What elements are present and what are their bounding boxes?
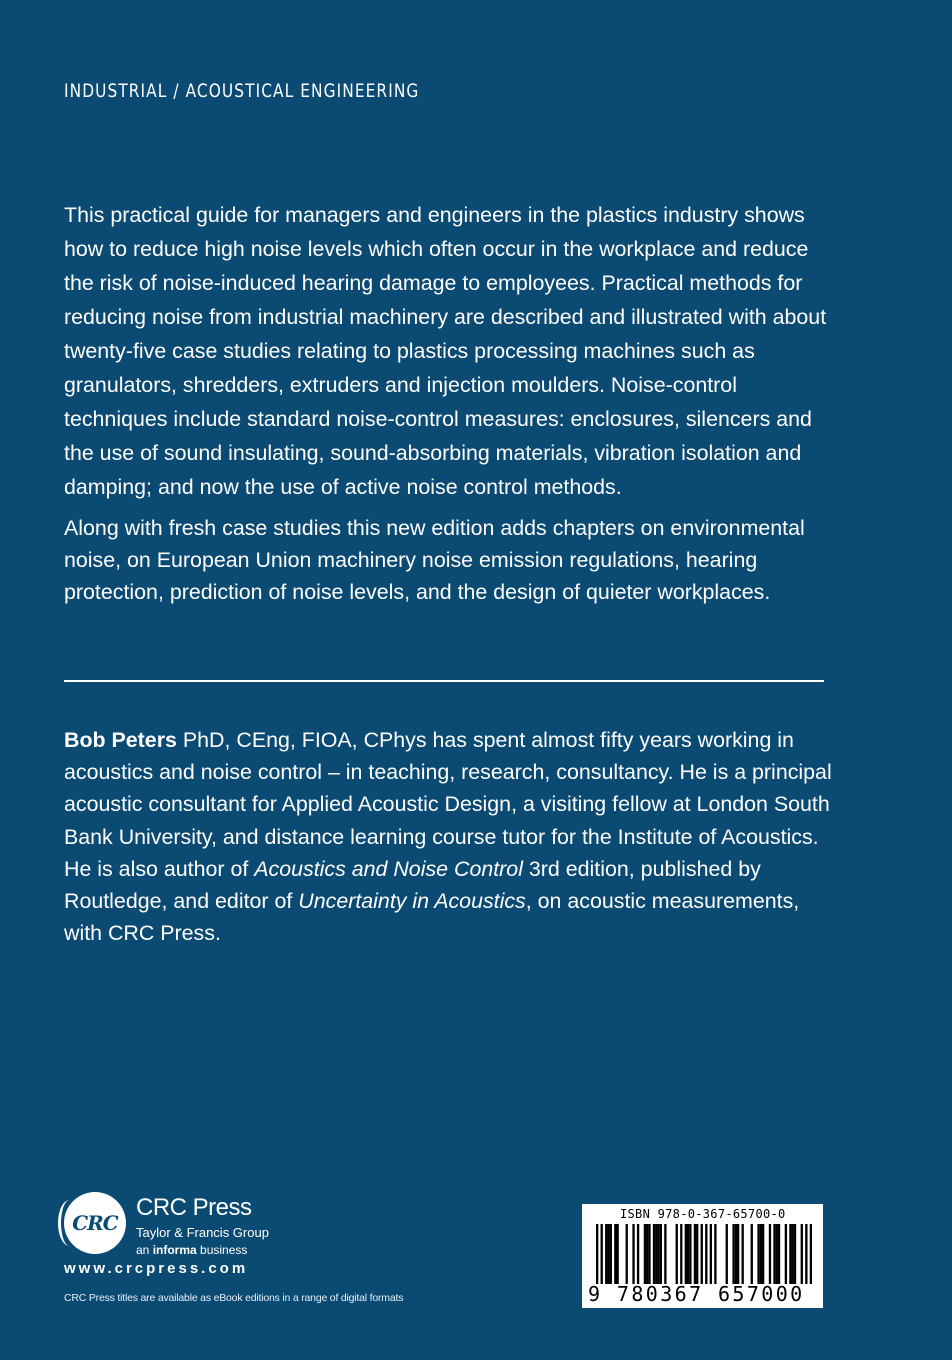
barcode-bar xyxy=(696,1224,698,1284)
book-description xyxy=(64,198,839,616)
informa-bold: informa xyxy=(152,1243,197,1257)
barcode-bar xyxy=(605,1224,607,1284)
barcode-bar xyxy=(732,1224,734,1284)
barcode-bar xyxy=(778,1224,780,1284)
informa-suffix: business xyxy=(196,1243,248,1257)
ebook-note: CRC Press titles are available as eBook editions in a range of digital formats xyxy=(64,1292,404,1304)
barcode-bar xyxy=(655,1224,657,1284)
barcode-bar xyxy=(614,1224,616,1284)
publisher-block xyxy=(136,1196,269,1256)
author-name: Bob Peters xyxy=(64,728,177,752)
barcode-bar xyxy=(805,1224,807,1284)
barcode-bar xyxy=(762,1224,764,1284)
barcode-bar xyxy=(794,1224,796,1284)
barcode-panel xyxy=(582,1204,823,1308)
barcode-bar xyxy=(792,1224,794,1284)
subject-category: INDUSTRIAL / ACOUSTICAL ENGINEERING xyxy=(64,80,420,102)
barcode-bar xyxy=(735,1224,737,1284)
barcode-bar xyxy=(801,1224,803,1284)
barcode-bar xyxy=(705,1224,707,1284)
publisher-group: Taylor & Francis Group xyxy=(136,1225,269,1240)
barcode-bar xyxy=(607,1224,609,1284)
barcode-bar xyxy=(657,1224,659,1284)
barcode-bar xyxy=(726,1224,728,1284)
barcode-bar xyxy=(789,1224,791,1284)
barcode-bar xyxy=(626,1224,628,1284)
barcode-bar xyxy=(776,1224,778,1284)
barcode-bar xyxy=(694,1224,696,1284)
logo-text: CRC xyxy=(72,1211,118,1235)
isbn-number: 9 780367 657000 xyxy=(588,1282,805,1306)
description-paragraph-1: This practical guide for managers and engineers in the plastics industry shows how to reduce high noise levels which often occur in the workplace and reduce the risk of noise-induced hearing damage to employees. Practical methods for reducing noise from industrial machinery are described and illustrated with about twenty-five case studies relating to plastics processing machines such as granulators, shredders, extruders and injection moulders. Noise-control techniques include standard noise-control measures: enclosures, silencers and the use of sound insulating, sound-absorbing materials, vibration isolation and damping; and now the use of active noise control methods. xyxy=(64,203,827,499)
barcode-bar xyxy=(664,1224,666,1284)
barcode-bar xyxy=(601,1224,603,1284)
barcode-bar xyxy=(637,1224,639,1284)
barcode-bar xyxy=(653,1224,655,1284)
barcode-bar xyxy=(751,1224,753,1284)
barcode-bar xyxy=(687,1224,689,1284)
divider xyxy=(64,680,824,682)
informa-prefix: an xyxy=(136,1243,153,1257)
barcode-bar xyxy=(596,1224,598,1284)
author-bio xyxy=(64,724,839,949)
barcode-bar xyxy=(760,1224,762,1284)
barcode-bar xyxy=(757,1224,759,1284)
barcode-bar xyxy=(676,1224,678,1284)
barcode-bar xyxy=(773,1224,775,1284)
barcode-bar xyxy=(785,1224,787,1284)
bio-text-1: PhD, CEng, FIOA, CPhys has spent almost fifty years working in acoustics and noise control – in teaching, research, consultancy. He is a principal acoustic consultant for Applied Acoustic Design, a visiting fellow at London South Bank University, and distance learning course tutor for the Institute of Acoustics. He is also author of xyxy=(64,728,832,881)
barcode-bar xyxy=(737,1224,739,1284)
publisher-website[interactable]: www.crcpress.com xyxy=(64,1260,249,1277)
barcode-bar xyxy=(610,1224,612,1284)
barcode-bar xyxy=(685,1224,687,1284)
bio-text-2: 3rd edition, published by Routledge, and editor of xyxy=(64,856,761,914)
barcode-bar xyxy=(742,1224,744,1284)
barcode-bar xyxy=(714,1224,716,1284)
book-title-2: Uncertainty in Acoustics xyxy=(298,889,526,914)
barcode-bar xyxy=(810,1224,812,1284)
barcode-bar xyxy=(646,1224,648,1284)
barcode-bar xyxy=(616,1224,618,1284)
book-title-1: Acoustics and Noise Control xyxy=(254,856,523,881)
barcode-bars xyxy=(596,1224,812,1284)
isbn-label: ISBN 978-0-367-65700-0 xyxy=(620,1207,786,1221)
publisher-name: CRC Press xyxy=(136,1194,252,1221)
barcode-bar xyxy=(660,1224,662,1284)
barcode-bar xyxy=(710,1224,712,1284)
description-paragraph-2: Along with fresh case studies this new edition adds chapters on environmental noise, on European Union machinery noise emission regulations, hearing protection, prediction of noise levels, and the design of quieter workplaces. xyxy=(64,516,805,604)
barcode-bar xyxy=(701,1224,703,1284)
barcode-bar xyxy=(680,1224,682,1284)
bio-text-3: , on acoustic measurements, with CRC Press. xyxy=(64,889,800,946)
barcode-bar xyxy=(648,1224,650,1284)
barcode-bar xyxy=(769,1224,771,1284)
crc-logo-icon xyxy=(64,1192,126,1254)
barcode-bar xyxy=(632,1224,634,1284)
publisher-informa xyxy=(136,1244,269,1256)
barcode-bar xyxy=(644,1224,646,1284)
barcode-bar xyxy=(689,1224,691,1284)
